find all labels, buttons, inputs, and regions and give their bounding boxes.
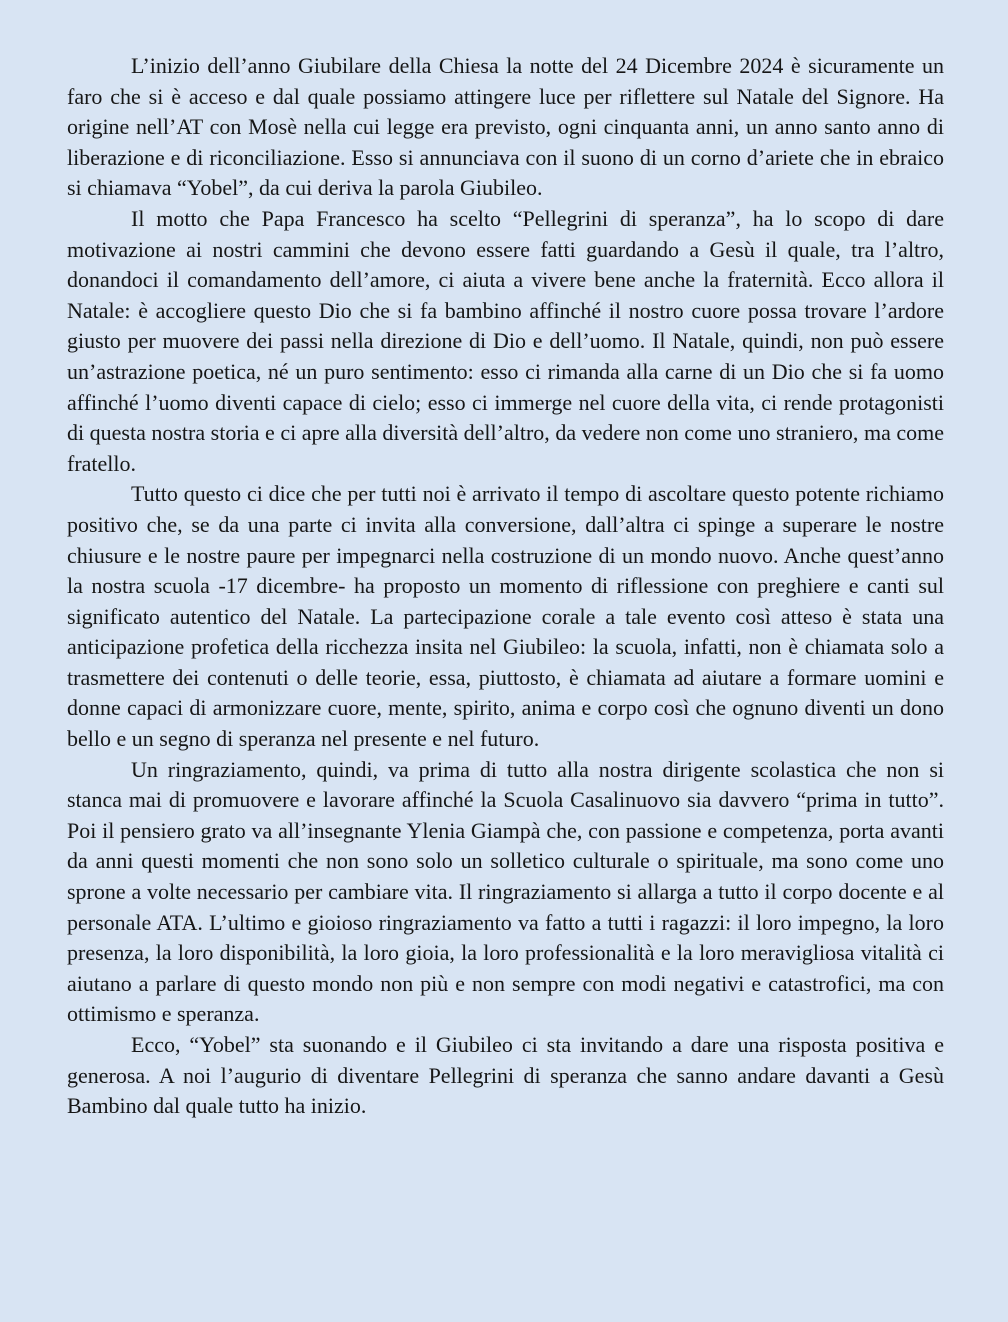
document-body — [67, 51, 944, 1122]
paragraph-4: Un ringraziamento, quindi, va prima di tutto alla nostra dirigente scolastica che non si stanca mai di promuovere e lavorare affinché la Scuola Casalinuovo sia davvero “prima in tutto”. Poi il pensiero grato va all’insegnante Ylenia Giampà che, con passione e competenza, porta avanti da anni questi momenti che non sono solo un solletico culturale o spirituale, ma sono come uno sprone a volte necessario per cambiare vita. Il ringraziamento si allarga a tutto il corpo docente e al personale ATA. L’ultimo e gioioso ringraziamento va fatto a tutti i ragazzi: il loro impegno, la loro presenza, la loro disponibilità, la loro gioia, la loro professionalità e la loro meravigliosa vitalità ci aiutano a parlare di questo mondo non più e non sempre con modi negativi e catastrofici, ma con ottimismo e speranza. — [67, 756, 944, 1027]
paragraph-2: Il motto che Papa Francesco ha scelto “Pellegrini di speranza”, ha lo scopo di dare motivazione ai nostri cammini che devono essere fatti guardando a Gesù il quale, tra l’altro, donandoci il comandamento dell’amore, ci aiuta a vivere bene anche la fraternità. Ecco allora il Natale: è accogliere questo Dio che si fa bambino affinché il nostro cuore possa trovare l’ardore giusto per muovere dei passi nella direzione di Dio e dell’uomo. Il Natale, quindi, non può essere un’astrazione poetica, né un puro sentimento: esso ci rimanda alla carne di un Dio che si fa uomo affinché l’uomo diventi capace di cielo; esso ci immerge nel cuore della vita, ci rende protagonisti di questa nostra storia e ci apre alla diversità dell’altro, da vedere non come uno straniero, ma come fratello. — [67, 205, 944, 476]
paragraph-5: Ecco, “Yobel” sta suonando e il Giubileo ci sta invitando a dare una risposta positiva e generosa. A noi l’augurio di diventare Pellegrini di speranza che sanno andare davanti a Gesù Bambino dal quale tutto ha inizio. — [67, 1032, 944, 1119]
paragraph-3: Tutto questo ci dice che per tutti noi è arrivato il tempo di ascoltare questo potente richiamo positivo che, se da una parte ci invita alla conversione, dall’altra ci spinge a superare le nostre chiusure e le nostre paure per impegnarci nella costruzione di un mondo nuovo. Anche quest’anno la nostra scuola -17 dicembre- ha proposto un momento di riflessione con preghiere e canti sul significato autentico del Natale. La partecipazione corale a tale evento così atteso è stata una anticipazione profetica della ricchezza insita nel Giubileo: la scuola, infatti, non è chiamata solo a trasmettere dei contenuti o delle teorie, essa, piuttosto, è chiamata ad aiutare a formare uomini e donne capaci di armonizzare cuore, mente, spirito, anima e corpo così che ognuno diventi un dono bello e un segno di speranza nel presente e nel futuro. — [67, 481, 944, 752]
paragraph-1: L’inizio dell’anno Giubilare della Chiesa la notte del 24 Dicembre 2024 è sicuramente un faro che si è acceso e dal quale possiamo attingere luce per riflettere sul Natale del Signore. Ha origine nell’AT con Mosè nella cui legge era previsto, ogni cinquanta anni, un anno santo anno di liberazione e di riconciliazione. Esso si annunciava con il suono di un corno d’ariete che in ebraico si chiamava “Yobel”, da cui deriva la parola Giubileo. — [67, 53, 944, 201]
